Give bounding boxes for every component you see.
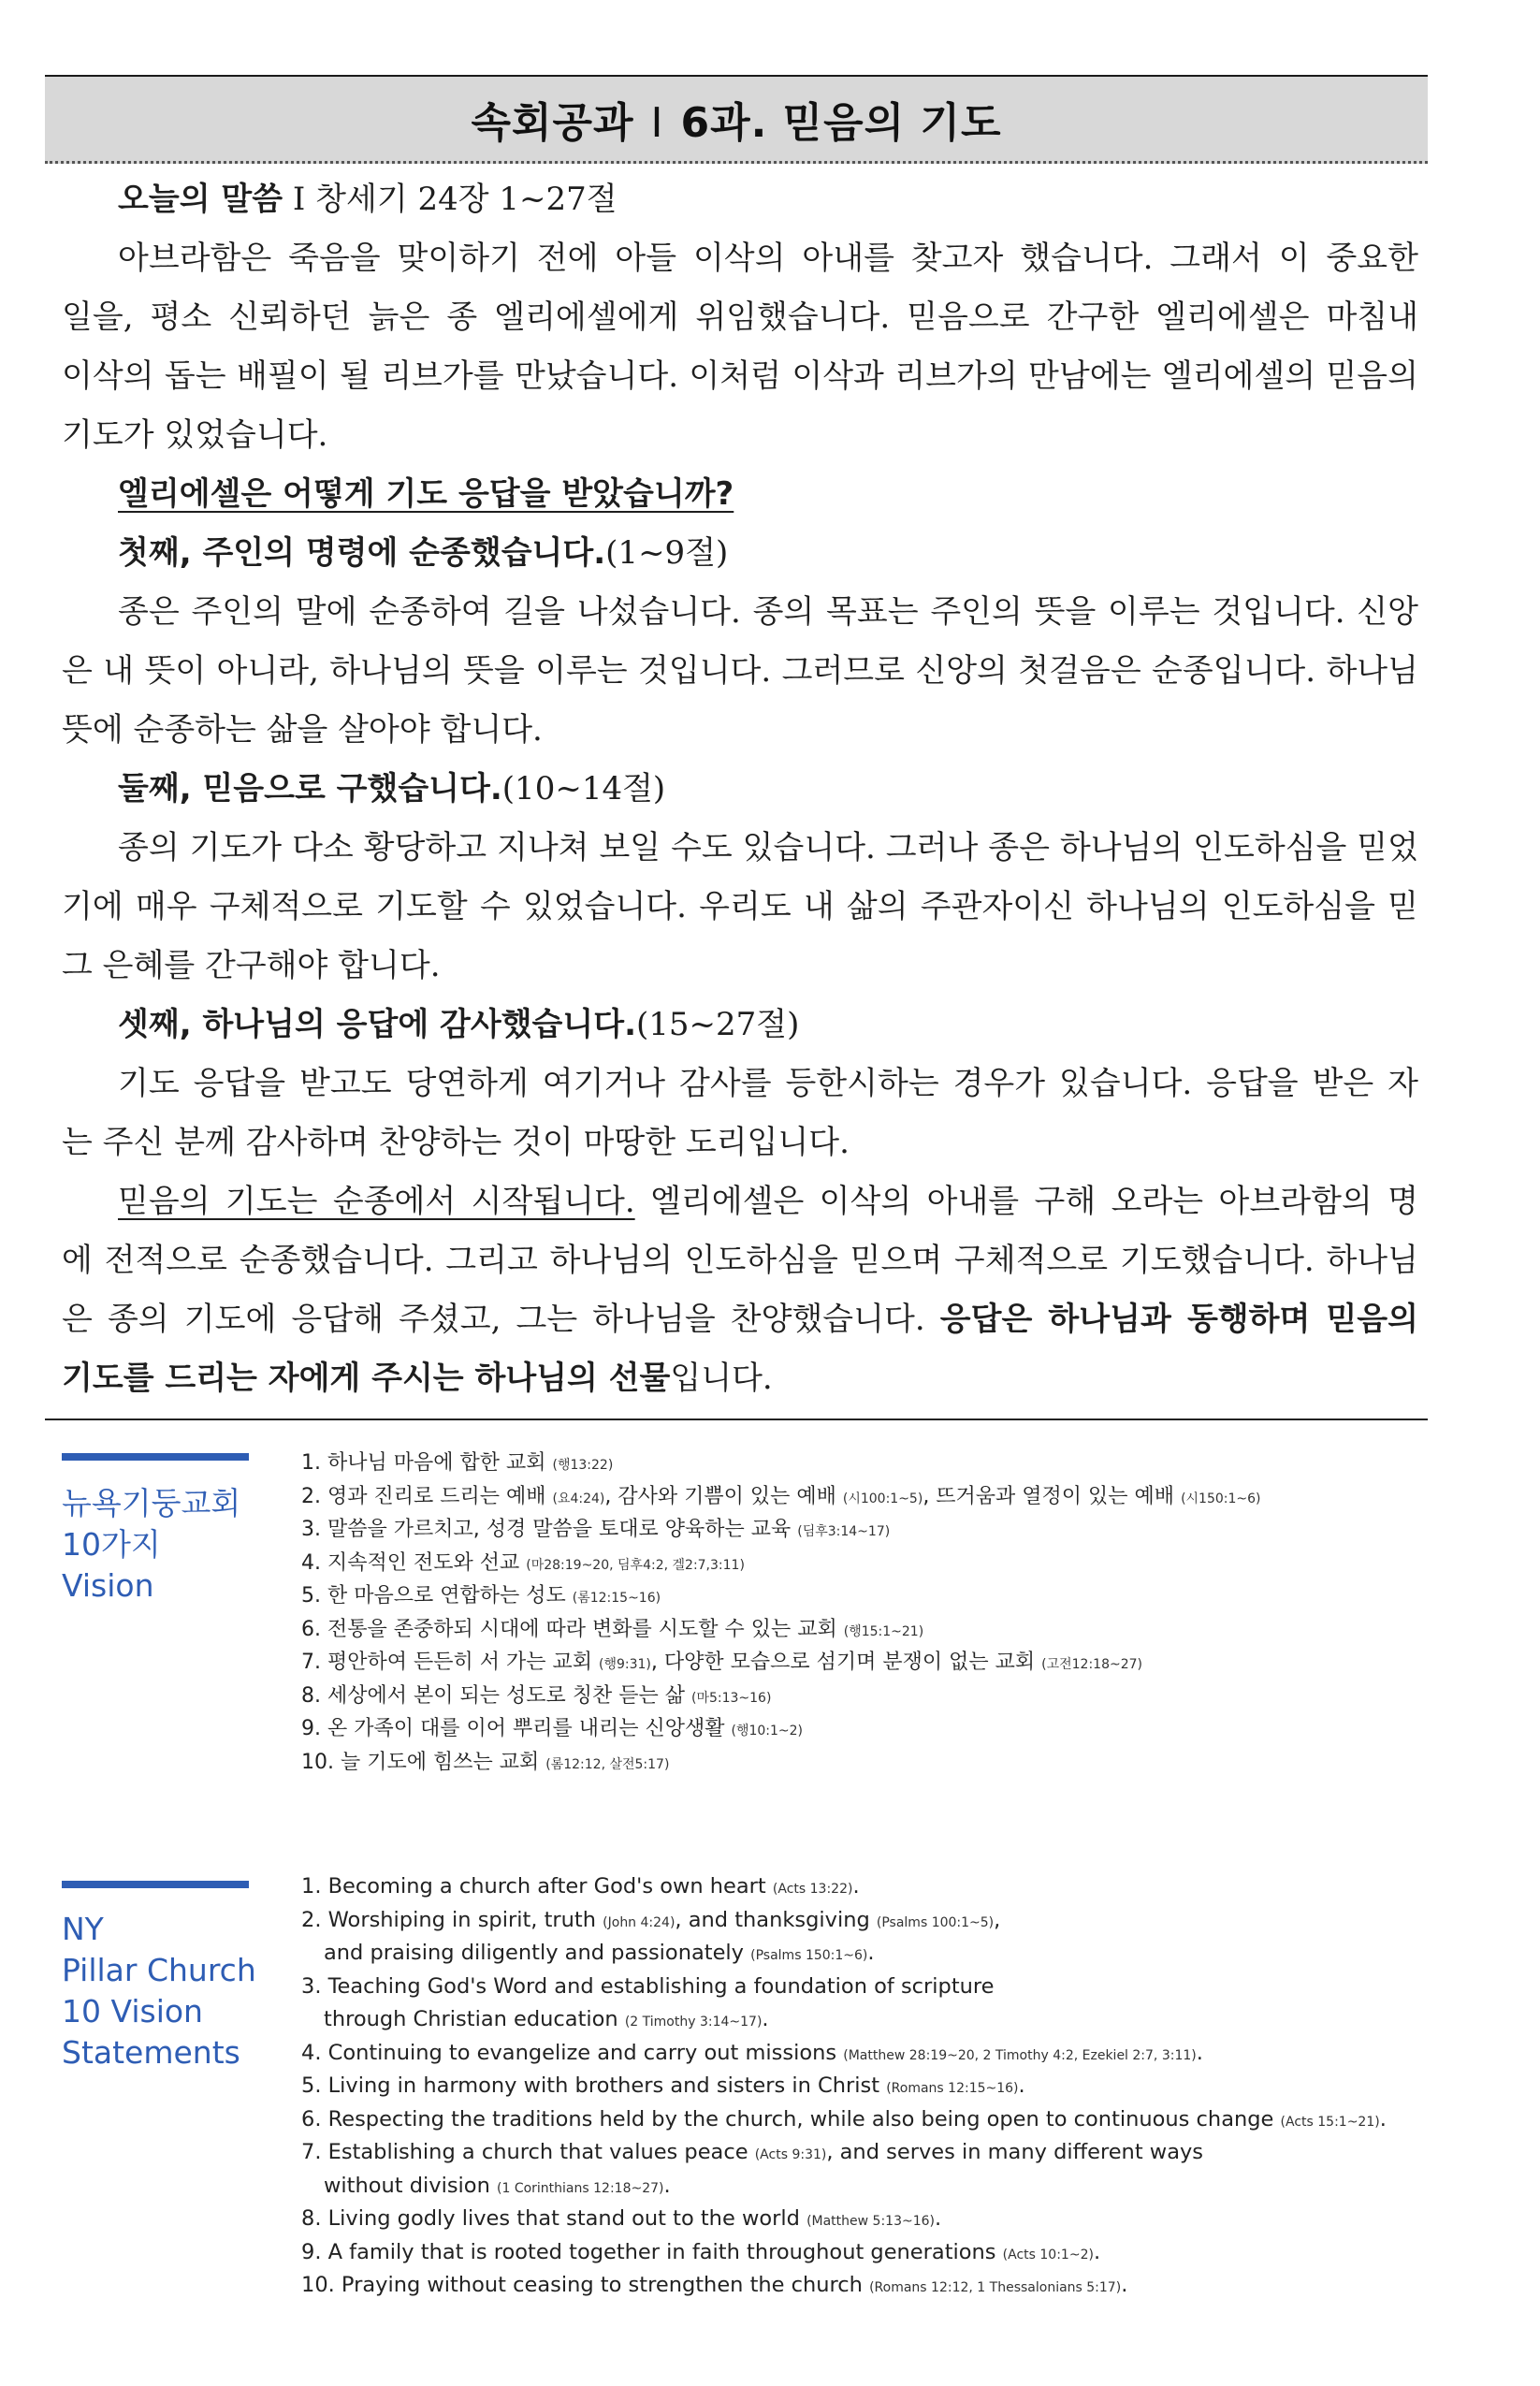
vision-ref: (Psalms 100:1~5) xyxy=(876,1914,995,1930)
list-item xyxy=(301,1680,1261,1713)
conclusion-bold: 응답은 하나님과 동행하며 믿음의 xyxy=(939,1301,1418,1338)
vision-text: , 감사와 기쁨이 있는 예배 xyxy=(604,1484,836,1508)
vision-tail: . xyxy=(1379,2106,1387,2131)
lesson-header xyxy=(45,77,1428,164)
conclusion-bold: 기도를 드리는 자에게 주시는 하나님의 선물 xyxy=(62,1360,671,1397)
vision-ref: (John 4:24) xyxy=(603,1914,676,1930)
list-item xyxy=(301,2203,1387,2236)
vision-text: 3. 말씀을 가르치고, 성경 말씀을 토대로 양육하는 교육 xyxy=(301,1518,792,1541)
point-heading xyxy=(62,996,1418,1055)
english-vision-label-line: 10 Vision xyxy=(62,1993,203,2030)
vision-tail: . xyxy=(1196,2040,1203,2065)
vision-ref: (Matthew 28:19~20, 2 Timothy 4:2, Ezekiel 2:7, 3:11) xyxy=(843,2047,1197,2063)
point-title: 첫째, 주인의 명령에 순종했습니다. xyxy=(118,534,606,572)
point-heading xyxy=(62,524,1418,583)
vision-text: 4. 지속적인 전도와 선교 xyxy=(301,1550,520,1575)
header-right: 6과. 믿음의 기도 xyxy=(680,99,1002,147)
list-item xyxy=(301,1712,1261,1746)
english-vision-label xyxy=(62,1909,256,2073)
vision-text: 8. Living godly lives that stand out to the world xyxy=(301,2206,800,2231)
vision-text: 1. Becoming a church after God's own heart xyxy=(301,1874,766,1899)
point-line: 종의 기도가 다소 황당하고 지나쳐 보일 수도 있습니다. 그러나 종은 하나님의 인도하심을 믿었 xyxy=(118,829,1418,866)
vision-ref: (Acts 13:22) xyxy=(772,1882,853,1897)
conclusion-line xyxy=(62,1349,1418,1408)
vision-ref: (행10:1~2) xyxy=(731,1724,804,1739)
list-item xyxy=(301,2003,1387,2037)
list-item xyxy=(301,2037,1387,2071)
english-vision-list xyxy=(301,1870,1387,2303)
today-word-divider: I xyxy=(292,181,306,218)
vision-ref: (마5:13~16) xyxy=(690,1690,772,1706)
vision-tail: . xyxy=(867,1941,875,1965)
vision-text: 10. 늘 기도에 힘쓰는 교회 xyxy=(301,1750,540,1774)
vision-tail: . xyxy=(935,2206,942,2231)
vision-text: 4. Continuing to evangelize and carry out missions xyxy=(301,2040,837,2065)
list-item xyxy=(301,1646,1261,1680)
intro-line: 일을, 평소 신뢰하던 늙은 종 엘리에셀에게 위임했습니다. 믿음으로 간구한 엘리에셀은 마침내 xyxy=(62,298,1418,336)
point-heading xyxy=(62,760,1418,819)
conclusion-rest: 엘리에셀은 이삭의 아내를 구해 오라는 아브라함의 명 xyxy=(650,1183,1418,1220)
conclusion-line: 에 전적으로 순종했습니다. 그리고 하나님의 인도하심을 믿으며 구체적으로 기도했습니다. 하나님 xyxy=(62,1242,1418,1279)
list-item xyxy=(301,1971,1387,2004)
vision-text: 3. Teaching God's Word and establishing a foundation of scripture xyxy=(301,1973,995,1999)
point-line: 그 은혜를 간구해야 합니다. xyxy=(62,947,441,984)
vision-tail: . xyxy=(663,2173,671,2198)
vision-ref: (Romans 12:12, 1 Thessalonians 5:17) xyxy=(869,2280,1122,2295)
vision-ref: (딤후3:14~17) xyxy=(797,1524,891,1539)
list-item xyxy=(301,1904,1387,1938)
vision-ref: (Acts 15:1~21) xyxy=(1280,2114,1380,2130)
question-line xyxy=(62,465,1418,524)
list-item xyxy=(301,2136,1387,2170)
point-line: 기도 응답을 받고도 당연하게 여기거나 감사를 등한시하는 경우가 있습니다. 응답을 받은 자 xyxy=(118,1065,1418,1102)
vision-ref: (요4:24) xyxy=(552,1491,605,1506)
vision-ref: (Acts 9:31) xyxy=(754,2147,827,2162)
vision-ref: (롬12:15~16) xyxy=(572,1591,661,1606)
conclusion-line xyxy=(62,1172,1418,1231)
korean-vision-label-line: Vision xyxy=(62,1567,154,1604)
english-vision-label-line: Pillar Church xyxy=(62,1952,256,1988)
vision-text: 7. 평안하여 든든히 서 가는 교회 xyxy=(301,1651,592,1674)
vision-text: , and thanksgiving xyxy=(675,1907,877,1932)
vision-ref: (2 Timothy 3:14~17) xyxy=(624,2015,763,2030)
korean-vision-label xyxy=(62,1483,240,1607)
vision-ref: (마28:19~20, 딤후4:2, 겔2:7,3:11) xyxy=(526,1557,745,1573)
conclusion-end: 입니다. xyxy=(670,1360,773,1397)
list-item xyxy=(301,1613,1261,1647)
vision-ref: (행15:1~21) xyxy=(843,1623,924,1639)
vision-ref: (Acts 10:1~2) xyxy=(1002,2247,1094,2262)
vision-text: 6. Respecting the traditions held by the church, while also being open to continuous change xyxy=(301,2106,1274,2131)
header-divider: I xyxy=(650,99,664,147)
english-vision-label-line: Statements xyxy=(62,2034,240,2071)
point-line: 종은 주인의 말에 순종하여 길을 나섰습니다. 종의 목표는 주인의 뜻을 이루는 것입니다. 신앙 xyxy=(118,593,1418,631)
vision-ref: (Psalms 150:1~6) xyxy=(750,1948,868,1963)
vision-tail: . xyxy=(1093,2239,1101,2264)
vision-ref: (롬12:12, 살전5:17) xyxy=(545,1756,670,1772)
point-ref: (15~27절) xyxy=(636,1006,800,1043)
vision-tail: . xyxy=(1121,2273,1128,2297)
intro-line: 아브라함은 죽음을 맞이하기 전에 아들 이삭의 아내를 찾고자 했습니다. 그래서 이 중요한 xyxy=(118,240,1418,277)
today-word-label: 오늘의 말씀 xyxy=(118,181,283,218)
korean-vision-label-line: 뉴욕기둥교회 xyxy=(62,1485,241,1521)
list-item xyxy=(301,2070,1387,2103)
point-line: 기에 매우 구체적으로 기도할 수 있었습니다. 우리도 내 삶의 주관자이신 하나님의 인도하심을 믿 xyxy=(62,888,1418,925)
vision-text: , 다양한 모습으로 섬기며 분쟁이 없는 교회 xyxy=(650,1651,1036,1674)
point-line: 는 주신 분께 감사하며 찬양하는 것이 마땅한 도리입니다. xyxy=(62,1124,850,1161)
point-line: 은 내 뜻이 아니라, 하나님의 뜻을 이루는 것입니다. 그러므로 신앙의 첫걸음은 순종입니다. 하나님 xyxy=(62,652,1418,690)
vision-text: , and serves in many different ways xyxy=(826,2140,1204,2164)
vision-text: , 뜨거움과 열정이 있는 예배 xyxy=(923,1484,1175,1508)
vision-text: 7. Establishing a church that values peace xyxy=(301,2140,748,2164)
vision-text: 2. 영과 진리로 드리는 예배 xyxy=(301,1484,546,1508)
list-item xyxy=(301,1937,1387,1971)
conclusion-underlined: 믿음의 기도는 순종에서 시작됩니다. xyxy=(118,1183,635,1220)
list-item xyxy=(301,1480,1261,1514)
vision-ref: (행9:31) xyxy=(598,1657,651,1672)
point-ref: (10~14절) xyxy=(501,770,666,807)
point-line: 뜻에 순종하는 삶을 살아야 합니다. xyxy=(62,711,543,749)
conclusion-plain: 은 종의 기도에 응답해 주셨고, 그는 하나님을 찬양했습니다. xyxy=(62,1301,925,1338)
list-item xyxy=(301,1513,1261,1547)
list-item xyxy=(301,1547,1261,1580)
question: 엘리에셀은 어떻게 기도 응답을 받았습니까? xyxy=(118,475,734,513)
vision-text: 5. 한 마음으로 연합하는 성도 xyxy=(301,1584,566,1608)
list-item xyxy=(301,2170,1387,2204)
vision-text: and praising diligently and passionately xyxy=(324,1941,744,1965)
vision-tail: . xyxy=(762,2007,769,2031)
list-item xyxy=(301,1746,1261,1780)
list-item xyxy=(301,1447,1261,1480)
point-title: 셋째, 하나님의 응답에 감사했습니다. xyxy=(118,1006,637,1043)
intro-line: 이삭의 돕는 배필이 될 리브가를 만났습니다. 이처럼 이삭과 리브가의 만남에는 엘리에셀의 믿음의 xyxy=(62,357,1418,395)
header-left: 속회공과 xyxy=(471,99,634,147)
vision-text: without division xyxy=(324,2173,490,2198)
vision-ref: (Matthew 5:13~16) xyxy=(806,2214,935,2229)
vision-ref: (시150:1~6) xyxy=(1181,1491,1261,1506)
vision-text: 1. 하나님 마음에 합한 교회 xyxy=(301,1451,546,1475)
intro-line: 기도가 있었습니다. xyxy=(62,416,328,454)
today-word-reference: 창세기 24장 1~27절 xyxy=(315,181,617,218)
list-item xyxy=(301,1579,1261,1613)
vision-ref: (시100:1~5) xyxy=(842,1491,923,1506)
vision-tail: , xyxy=(994,1907,1001,1932)
list-item xyxy=(301,1870,1387,1904)
english-vision-label-line: NY xyxy=(62,1911,104,1947)
vision-ref: (Romans 12:15~16) xyxy=(886,2081,1019,2096)
vision-text: 5. Living in harmony with brothers and sisters in Christ xyxy=(301,2073,880,2098)
section-divider xyxy=(45,1419,1428,1420)
english-vision-accent-bar xyxy=(62,1881,249,1888)
vision-text: 9. A family that is rooted together in faith throughout generations xyxy=(301,2239,996,2264)
vision-text: 10. Praying without ceasing to strengthen the church xyxy=(301,2273,863,2297)
list-item xyxy=(301,2236,1387,2270)
vision-ref: (행13:22) xyxy=(552,1458,614,1473)
vision-ref: (1 Corinthians 12:18~27) xyxy=(497,2180,664,2196)
korean-vision-accent-bar xyxy=(62,1453,249,1461)
list-item xyxy=(301,2269,1387,2303)
point-title: 둘째, 믿음으로 구했습니다. xyxy=(118,770,502,807)
vision-text: 9. 온 가족이 대를 이어 뿌리를 내리는 신앙생활 xyxy=(301,1717,725,1740)
point-ref: (1~9절) xyxy=(605,534,729,572)
list-item xyxy=(301,2103,1387,2137)
korean-vision-list xyxy=(301,1447,1261,1779)
vision-ref: (고전12:18~27) xyxy=(1041,1657,1142,1672)
conclusion-line xyxy=(62,1290,1418,1349)
lesson-body xyxy=(62,170,1418,1408)
today-word-line xyxy=(62,170,1418,229)
vision-text: 6. 전통을 존중하되 시대에 따라 변화를 시도할 수 있는 교회 xyxy=(301,1617,837,1641)
vision-text: through Christian education xyxy=(324,2007,618,2031)
lesson-title xyxy=(472,89,1002,149)
vision-tail: . xyxy=(1018,2073,1025,2098)
vision-text: 8. 세상에서 본이 되는 성도로 칭찬 듣는 삶 xyxy=(301,1683,685,1708)
vision-text: 2. Worshiping in spirit, truth xyxy=(301,1907,596,1932)
korean-vision-label-line: 10가지 xyxy=(62,1526,161,1563)
vision-tail: . xyxy=(852,1874,860,1899)
